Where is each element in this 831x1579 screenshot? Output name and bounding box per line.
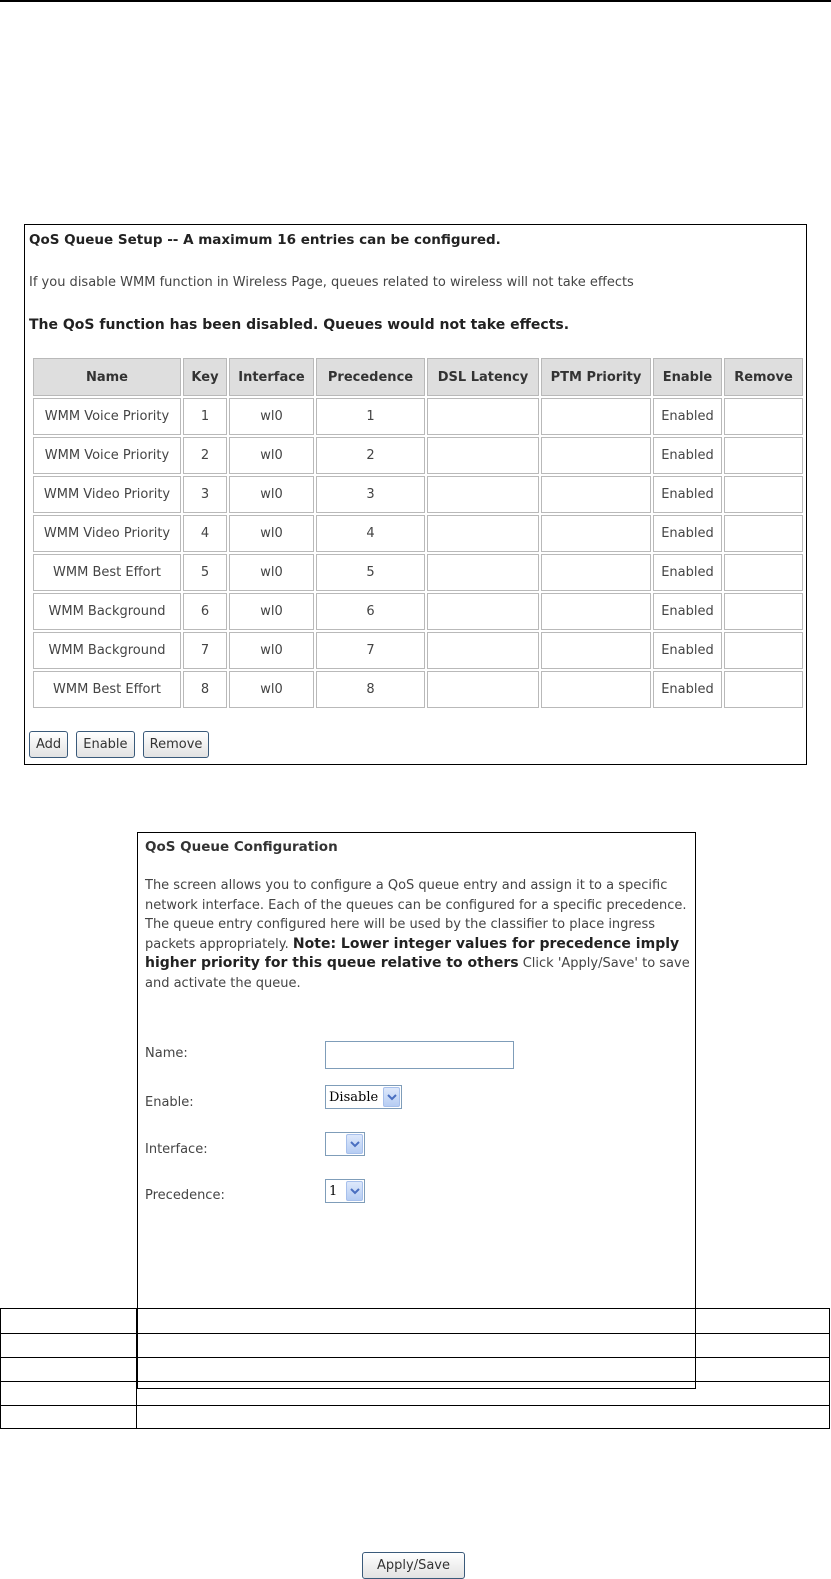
qos-queue-setup-panel — [24, 224, 807, 765]
table-row-divider — [1, 1333, 829, 1334]
cell-dsl-latency — [427, 515, 539, 552]
cell-enable: Enabled — [653, 554, 722, 591]
cell-remove — [724, 476, 803, 513]
precedence-label: Precedence: — [145, 1188, 225, 1203]
col-ptm-priority: PTM Priority — [541, 358, 651, 396]
wmm-note: If you disable WMM function in Wireless Page, queues related to wireless will not take effects — [29, 275, 634, 290]
table-row — [33, 671, 803, 708]
cell-ptm-priority — [541, 515, 651, 552]
table-row-divider — [1, 1405, 829, 1406]
cell-precedence: 1 — [316, 398, 425, 435]
enable-button[interactable]: Enable — [76, 731, 134, 758]
cell-name: WMM Voice Priority — [33, 437, 181, 474]
cell-name: WMM Background — [33, 632, 181, 669]
cell-ptm-priority — [541, 671, 651, 708]
interface-label: Interface: — [145, 1142, 208, 1157]
interface-select[interactable] — [325, 1132, 365, 1156]
config-desc-apply: Click 'Apply/Save' to save and activate the queue. — [145, 956, 690, 991]
cell-enable: Enabled — [653, 515, 722, 552]
cell-enable: Enabled — [653, 398, 722, 435]
col-remove: Remove — [724, 358, 803, 396]
config-desc-note: Note: Lower integer values for precedence imply higher priority for this queue relative to others — [145, 935, 680, 971]
setup-button-row — [29, 731, 212, 758]
cell-key: 2 — [183, 437, 227, 474]
cell-remove — [724, 593, 803, 630]
cell-name: WMM Voice Priority — [33, 398, 181, 435]
col-key: Key — [183, 358, 227, 396]
qos-disabled-warning: The QoS function has been disabled. Queues would not take effects. — [29, 317, 570, 333]
cell-dsl-latency — [427, 554, 539, 591]
cell-remove — [724, 632, 803, 669]
queue-table — [31, 356, 805, 710]
cell-dsl-latency — [427, 437, 539, 474]
table-row — [33, 398, 803, 435]
cell-key: 1 — [183, 398, 227, 435]
queue-table-header — [33, 358, 803, 396]
cell-name: WMM Background — [33, 593, 181, 630]
chevron-down-icon — [346, 1181, 363, 1201]
col-precedence: Precedence — [316, 358, 425, 396]
cell-interface: wl0 — [229, 554, 314, 591]
cell-precedence: 5 — [316, 554, 425, 591]
parameter-table — [0, 1308, 830, 1429]
config-desc-text: The screen allows you to configure a QoS queue entry and assign it to a specific network interface. Each of the queues can be configured for a specific precedence. The queue entry configured here will be used by the classifier to place ingress packets appropriately. — [145, 878, 687, 952]
cell-name: WMM Video Priority — [33, 515, 181, 552]
cell-dsl-latency — [427, 671, 539, 708]
cell-precedence: 8 — [316, 671, 425, 708]
cell-remove — [724, 515, 803, 552]
cell-ptm-priority — [541, 476, 651, 513]
remove-button[interactable]: Remove — [143, 731, 210, 758]
cell-name: WMM Best Effort — [33, 671, 181, 708]
table-row-divider — [1, 1381, 829, 1382]
cell-interface: wl0 — [229, 593, 314, 630]
setup-title: QoS Queue Setup -- A maximum 16 entries can be configured. — [29, 232, 501, 248]
config-description — [145, 876, 693, 993]
cell-interface: wl0 — [229, 515, 314, 552]
cell-precedence: 6 — [316, 593, 425, 630]
cell-ptm-priority — [541, 632, 651, 669]
cell-dsl-latency — [427, 593, 539, 630]
cell-ptm-priority — [541, 398, 651, 435]
table-row-divider — [1, 1357, 829, 1358]
cell-remove — [724, 437, 803, 474]
cell-name: WMM Best Effort — [33, 554, 181, 591]
enable-label: Enable: — [145, 1095, 194, 1110]
col-name: Name — [33, 358, 181, 396]
table-row — [33, 632, 803, 669]
chevron-down-icon — [383, 1087, 400, 1107]
table-divider — [136, 1309, 137, 1428]
cell-remove — [724, 554, 803, 591]
cell-key: 8 — [183, 671, 227, 708]
cell-interface: wl0 — [229, 437, 314, 474]
cell-enable: Enabled — [653, 437, 722, 474]
qos-queue-configuration-panel — [137, 832, 696, 1573]
cell-key: 3 — [183, 476, 227, 513]
precedence-select[interactable] — [325, 1179, 365, 1203]
table-row — [33, 437, 803, 474]
cell-key: 4 — [183, 515, 227, 552]
precedence-select-value: 1 — [329, 1183, 338, 1199]
name-label: Name: — [145, 1046, 188, 1061]
cell-precedence: 2 — [316, 437, 425, 474]
page-top-rule — [0, 0, 831, 2]
enable-select[interactable] — [325, 1085, 402, 1109]
cell-interface: wl0 — [229, 671, 314, 708]
enable-select-value: Disable — [329, 1089, 379, 1105]
cell-dsl-latency — [427, 476, 539, 513]
cell-interface: wl0 — [229, 476, 314, 513]
cell-dsl-latency — [427, 632, 539, 669]
table-row — [33, 476, 803, 513]
add-button[interactable]: Add — [29, 731, 68, 758]
cell-ptm-priority — [541, 593, 651, 630]
cell-name: WMM Video Priority — [33, 476, 181, 513]
cell-remove — [724, 671, 803, 708]
col-dsl-latency: DSL Latency — [427, 358, 539, 396]
name-input[interactable] — [325, 1041, 514, 1069]
chevron-down-icon — [346, 1134, 363, 1154]
cell-remove — [724, 398, 803, 435]
cell-interface: wl0 — [229, 398, 314, 435]
cell-enable: Enabled — [653, 476, 722, 513]
cell-ptm-priority — [541, 554, 651, 591]
cell-enable: Enabled — [653, 632, 722, 669]
table-row — [33, 554, 803, 591]
apply-save-button[interactable]: Apply/Save — [362, 1552, 465, 1579]
cell-enable: Enabled — [653, 671, 722, 708]
col-enable: Enable — [653, 358, 722, 396]
cell-key: 7 — [183, 632, 227, 669]
config-title: QoS Queue Configuration — [145, 839, 338, 855]
cell-interface: wl0 — [229, 632, 314, 669]
cell-precedence: 4 — [316, 515, 425, 552]
table-row — [33, 515, 803, 552]
cell-precedence: 7 — [316, 632, 425, 669]
cell-dsl-latency — [427, 398, 539, 435]
col-interface: Interface — [229, 358, 314, 396]
cell-key: 6 — [183, 593, 227, 630]
cell-precedence: 3 — [316, 476, 425, 513]
cell-enable: Enabled — [653, 593, 722, 630]
cell-ptm-priority — [541, 437, 651, 474]
cell-key: 5 — [183, 554, 227, 591]
table-row — [33, 593, 803, 630]
